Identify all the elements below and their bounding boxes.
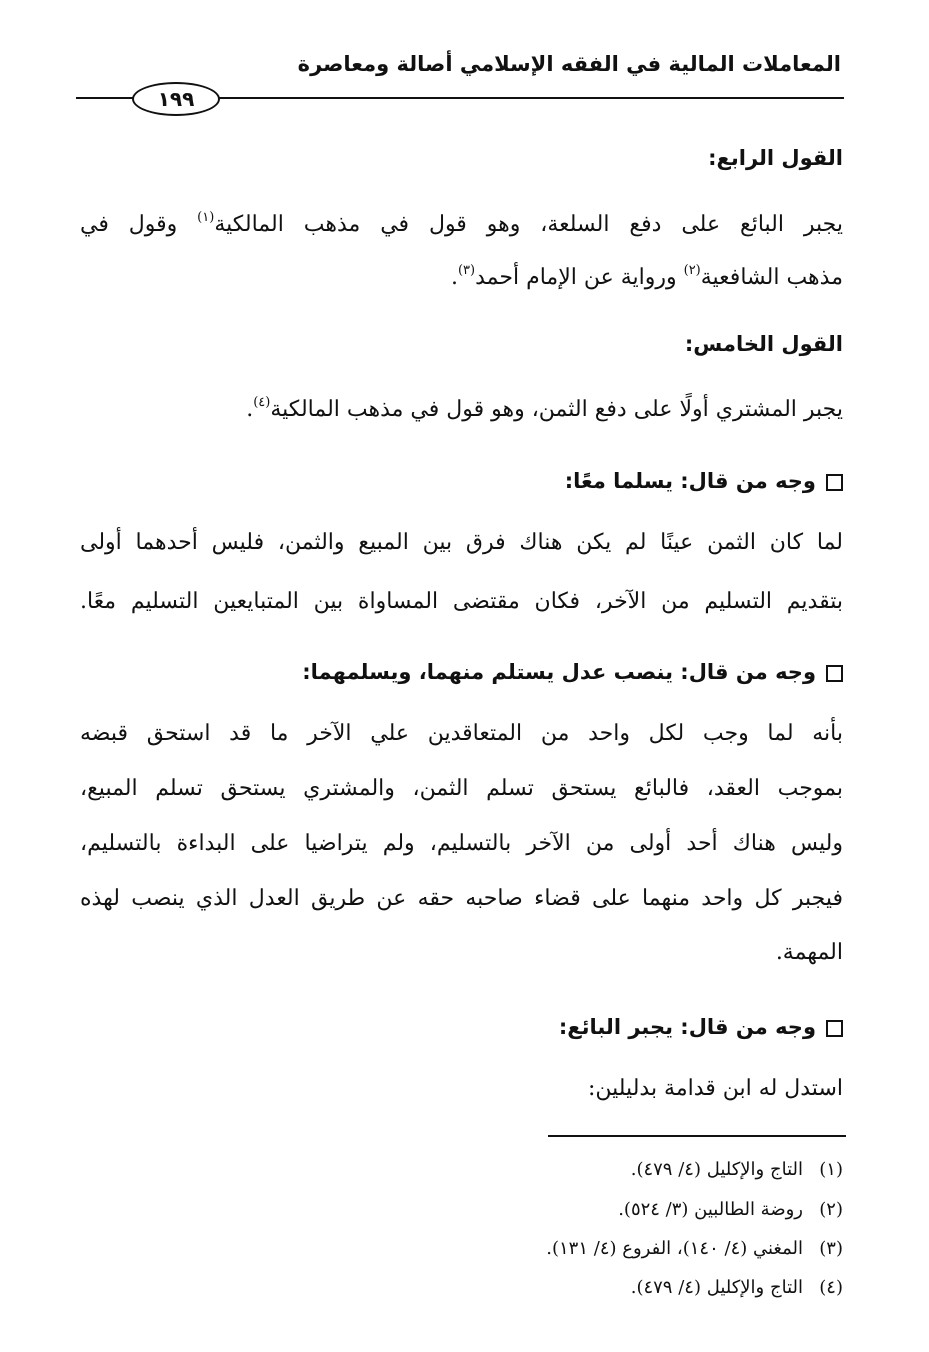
paragraph-line: المهمة. (775, 940, 843, 965)
footnote-number: (١) (819, 1159, 843, 1180)
footnote-number: (٤) (819, 1277, 843, 1298)
footnote-text: التاج والإكليل (٤/ ٤٧٩). (630, 1277, 803, 1298)
text-span: ورواية عن الإمام أحمد (475, 265, 684, 290)
paragraph-line (246, 395, 843, 428)
text-span: يجبر البائع على دفع السلعة، وهو قول في مذهب المالكية (214, 212, 843, 237)
heading-fourth-opinion: القول الرابع: (708, 146, 843, 170)
paragraph-line: لما كان الثمن عينًا لم يكن هناك فرق بين المبيع والثمن، فليس أحدهما أولى (80, 530, 844, 555)
text-span: . (246, 397, 254, 422)
footnote-text: المغني (٤/ ١٤٠)، الفروع (٤/ ١٣١). (546, 1238, 803, 1259)
paragraph-line (451, 263, 843, 296)
footnote-number: (٢) (819, 1199, 843, 1220)
footnote-ref: (٤) (253, 395, 271, 410)
footnote-item (618, 1197, 843, 1223)
footnote-text: التاج والإكليل (٤/ ٤٧٩). (630, 1159, 803, 1180)
text-span: مذهب الشافعية (700, 265, 843, 290)
section-heading (559, 1012, 843, 1042)
footnote-separator (548, 1135, 846, 1137)
footnote-number: (٣) (819, 1238, 843, 1259)
paragraph-line: وليس هناك أحد أولى من الآخر بالتسليم، ولم يتراضيا على البداءة بالتسليم، (80, 831, 843, 856)
paragraph-line: بموجب العقد، فالبائع يستحق تسلم الثمن، والمشتري يستحق تسلم المبيع، (80, 776, 843, 801)
running-header-title: المعاملات المالية في الفقه الإسلامي أصالة ومعاصرة (297, 52, 841, 76)
text-span: . (450, 265, 458, 290)
paragraph-line: استدل له ابن قدامة بدليلين: (587, 1076, 843, 1101)
heading-fifth-opinion: القول الخامس: (684, 332, 843, 356)
paragraph-line (80, 210, 843, 243)
footnote-item (631, 1275, 843, 1301)
section-heading (302, 657, 843, 687)
paragraph-line: بتقديم التسليم من الآخر، فكان مقتضى المساواة بين المتبايعين التسليم معًا. (80, 589, 843, 614)
paragraph-line: فيجبر كل واحد منهما على قضاء صاحبه حقه عن طريق العدل الذي ينصب لهذه (80, 886, 843, 911)
section-heading-text: وجه من قال: يجبر البائع: (558, 1015, 816, 1039)
section-heading-text: وجه من قال: يسلما معًا: (564, 469, 816, 493)
checkbox-bullet-icon (826, 665, 843, 682)
paragraph-line: بأنه لما وجب لكل واحد من المتعاقدين علي الآخر ما قد استحق قبضه (80, 721, 843, 746)
footnote-item (631, 1157, 843, 1183)
text-span: يجبر المشتري أولًا على دفع الثمن، وهو قول في مذهب المالكية (270, 397, 843, 422)
footnote-ref: (٣) (457, 263, 476, 278)
text-span: وقول في (80, 212, 198, 237)
checkbox-bullet-icon (826, 474, 843, 491)
page-number-badge: ١٩٩ (132, 82, 220, 116)
section-heading (565, 466, 843, 496)
footnote-text: روضة الطالبين (٣/ ٥٢٤). (618, 1199, 803, 1220)
footnote-item (546, 1236, 843, 1262)
footnote-ref: (١) (197, 210, 215, 225)
checkbox-bullet-icon (826, 1020, 843, 1037)
section-heading-text: وجه من قال: ينصب عدل يستلم منهما، ويسلمهما: (302, 660, 816, 684)
footnote-ref: (٢) (683, 263, 701, 278)
